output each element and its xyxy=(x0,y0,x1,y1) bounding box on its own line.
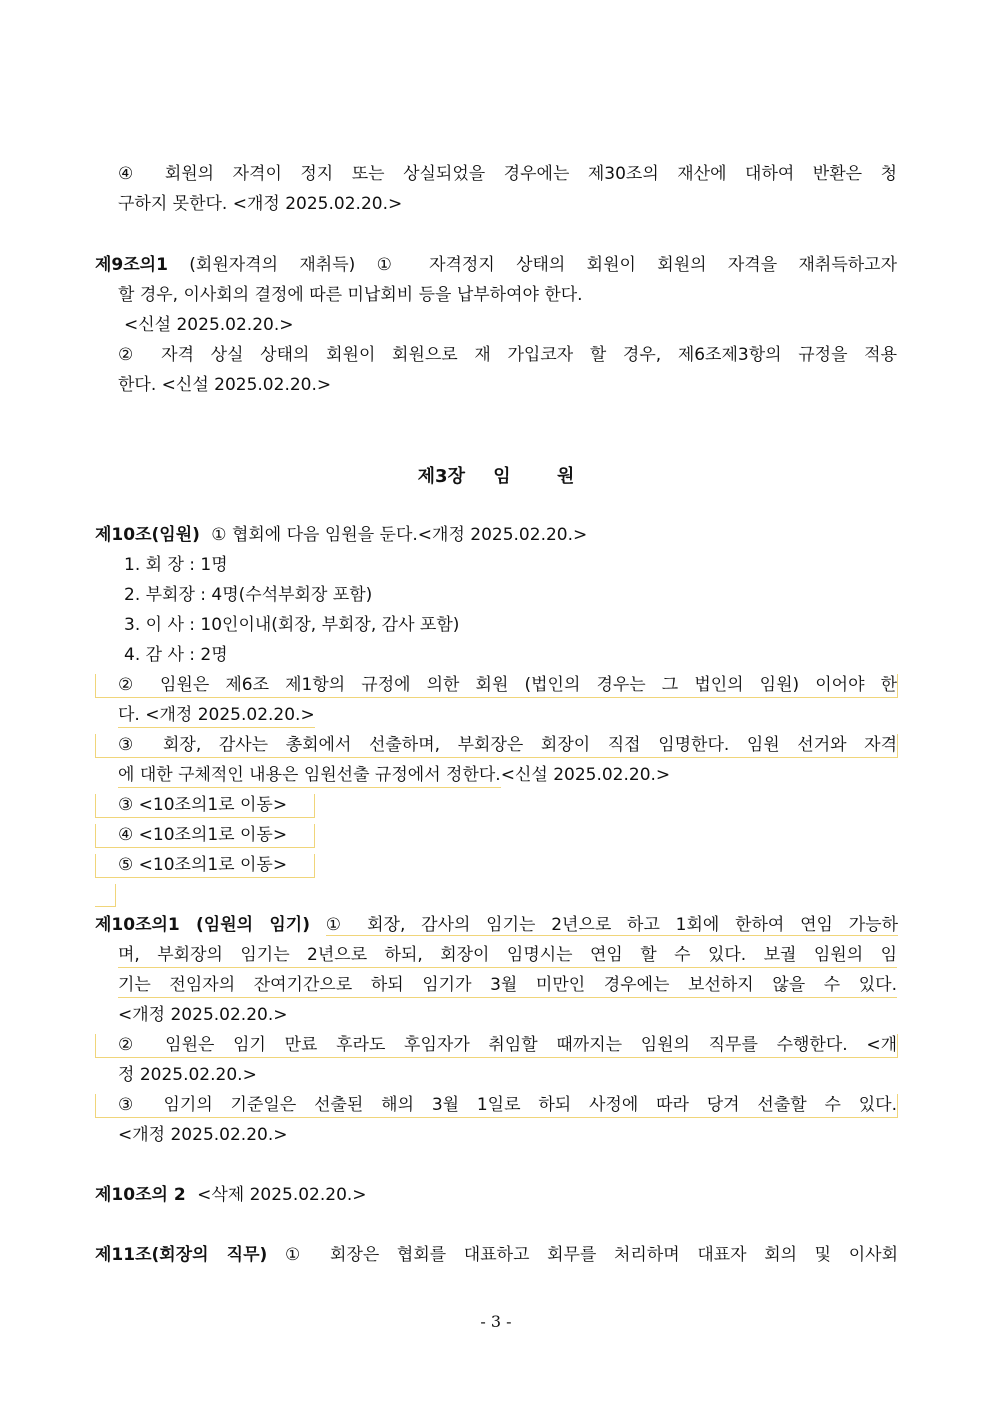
article-11-first-line xyxy=(95,1244,898,1268)
article-text: ① 협회에 다음 임원을 둔다.<개정 2025.02.20.> xyxy=(211,525,588,545)
text-line: <개정 2025.02.20.> xyxy=(118,1125,288,1145)
article-title: 제9조의1 xyxy=(95,255,168,275)
list-item: 4. 감 사 : 2명 xyxy=(124,645,228,665)
article-text: (회원자격의 재취득) ① 자격정지 상태의 회원이 회원의 자격을 재취득하고자 xyxy=(189,255,898,275)
chapter-title-part: 원 xyxy=(556,466,575,487)
moved-item: ④ <10조의1로 이동> xyxy=(95,824,315,848)
chapter-title-part: 임 xyxy=(493,466,511,487)
article-9-1-first-line xyxy=(95,254,897,278)
list-item: 2. 부회장 : 4명(수석부회장 포함) xyxy=(124,585,373,605)
text-line: <개정 2025.02.20.> xyxy=(118,1005,288,1025)
article-10-2-line xyxy=(95,1184,367,1208)
article-text: ① 회장, 감사의 임기는 2년으로 하고 1회에 한하여 연임 가능하 xyxy=(325,915,898,935)
text-line xyxy=(118,764,670,788)
text-segment: 에 대한 구체적인 내용은 임원선출 규정에서 정한다. xyxy=(118,764,501,788)
text-line: 정 2025.02.20.> xyxy=(118,1065,257,1085)
article-text: ① 회장은 협회를 대표하고 회무를 처리하며 대표자 회의 및 이사회 xyxy=(284,1245,898,1265)
article-title: 제10조의1 (임원의 임기) xyxy=(95,915,310,935)
list-item: 1. 회 장 : 1명 xyxy=(124,555,228,575)
moved-item: ⑤ <10조의1로 이동> xyxy=(95,854,315,878)
chapter-heading xyxy=(0,462,992,488)
text-line: 할 경우, 이사회의 결정에 따른 미납회비 등을 납부하여야 한다. xyxy=(118,285,583,305)
article-title: 제11조(회장의 직무) xyxy=(95,1245,268,1265)
text-line: 기는 전임자의 잔여기간으로 하되 임기가 3월 미만인 경우에는 보선하지 않을 수 있다. xyxy=(118,974,897,998)
text-segment: 다. <개정 2025.02.20.> xyxy=(118,704,315,728)
article-text: <삭제 2025.02.20.> xyxy=(197,1185,367,1205)
article-10-1-first-line xyxy=(95,914,898,938)
text-line: ③ 회장, 감사는 총회에서 선출하며, 부회장은 회장이 직접 임명한다. 임원 선거와 자격 xyxy=(95,734,898,758)
text-line: ② 자격 상실 상태의 회원이 회원으로 재 가입코자 할 경우, 제6조제3항의 규정을 적용 xyxy=(118,345,897,365)
text-line xyxy=(118,704,315,728)
text-line: 며, 부회장의 임기는 2년으로 하되, 회장이 임명시는 연임 할 수 있다. 보궐 임원의 임 xyxy=(118,944,897,968)
text-line: 한다. <신설 2025.02.20.> xyxy=(118,375,332,395)
moved-item: ③ <10조의1로 이동> xyxy=(95,794,315,818)
text-segment: <신설 2025.02.20.> xyxy=(500,765,671,785)
article-title: 제10조(임원) xyxy=(95,525,200,545)
article-title: 제10조의 2 xyxy=(95,1185,186,1205)
list-item: 3. 이 사 : 10인이내(회장, 부회장, 감사 포함) xyxy=(124,615,460,635)
empty-change-mark xyxy=(95,884,116,907)
text-line: ④ 회원의 자격이 정지 또는 상실되었을 경우에는 제30조의 재산에 대하여 반환은 청 xyxy=(118,164,897,184)
text-line: ② 임원은 제6조 제1항의 규정에 의한 회원 (법인의 경우는 그 법인의 임원) 이어야 한 xyxy=(95,674,898,698)
page-number: - 3 - xyxy=(480,1312,512,1331)
text-line: ② 임원은 임기 만료 후라도 후임자가 취임할 때까지는 임원의 직무를 수행한다. <개 xyxy=(95,1034,898,1058)
text-line: <신설 2025.02.20.> xyxy=(124,315,294,335)
article-10-first-line xyxy=(95,524,587,548)
chapter-number: 제3장 xyxy=(417,466,465,487)
text-line: 구하지 못한다. <개정 2025.02.20.> xyxy=(118,194,403,214)
text-line: ③ 임기의 기준일은 선출된 해의 3월 1일로 하되 사정에 따라 당겨 선출할 수 있다. xyxy=(95,1094,898,1118)
